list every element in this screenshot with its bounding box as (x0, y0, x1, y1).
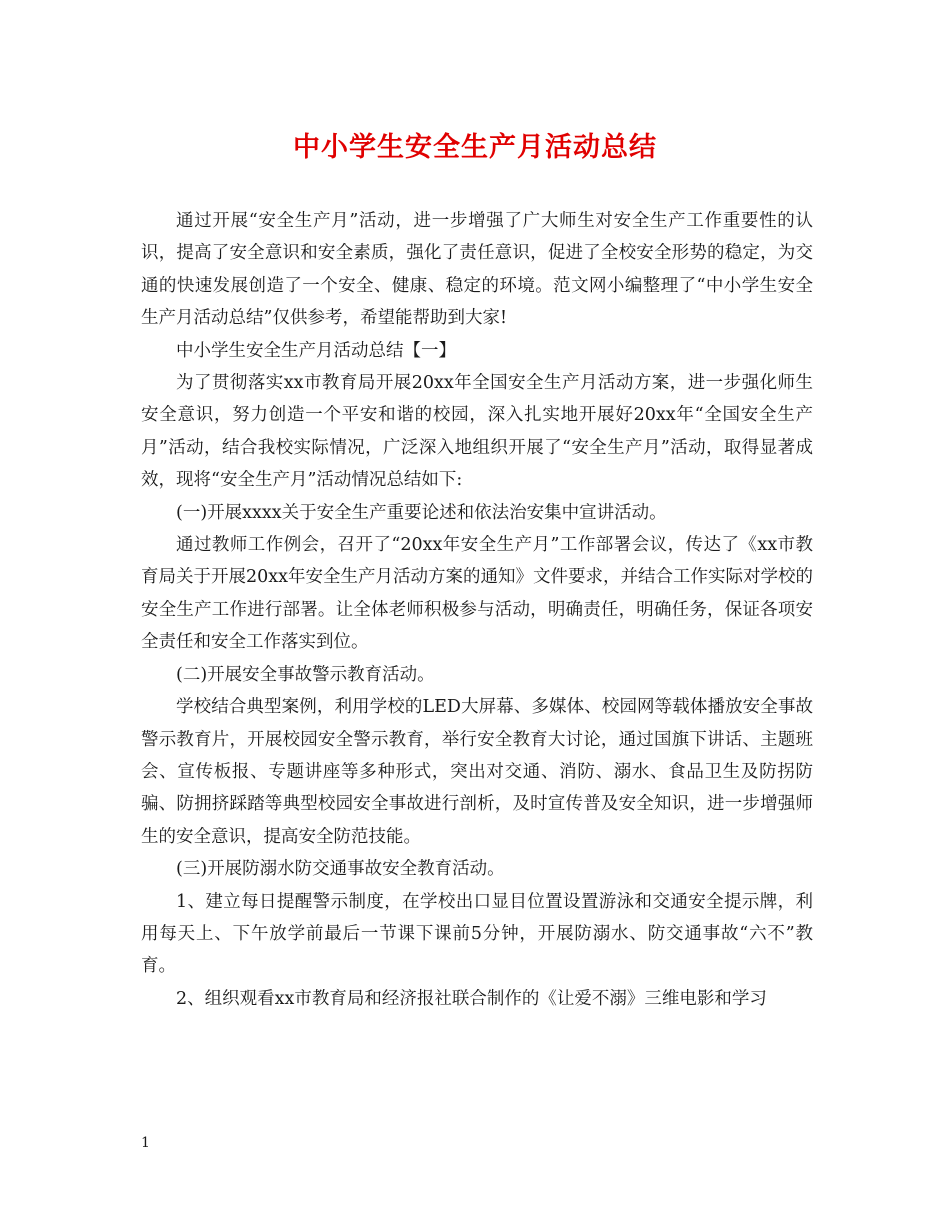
intro-paragraph: 通过开展“安全生产月”活动，进一步增强了广大师生对安全生产工作重要性的认识，提高了安全意识和安全素质，强化了责任意识，促进了全校安全形势的稳定，为交通的快速发展创造了一个安全、健康、稳定的环境。范文网小编整理了“中小学生安全生产月活动总结”仅供参考，希望能帮助到大家! (141, 211, 813, 329)
subsection-heading-3: (三)开展防溺水防交通事故安全教育活动。 (176, 859, 505, 880)
section-heading-one: 中小学生安全生产月活动总结【一】 (176, 340, 456, 361)
list-item-1: 1、建立每日提醒警示制度，在学校出口显目位置设置游泳和交通安全提示牌，利用每天上、下午放学前最后一节课下课前5分钟，开展防溺水、防交通事故“六不”教育。 (141, 891, 813, 977)
list-item-2: 2、组织观看xx市教育局和经济报社联合制作的《让爱不溺》三维电影和学习 (176, 988, 767, 1009)
document-title: 中小学生安全生产月活动总结 (293, 132, 657, 163)
page-number: 1 (141, 1135, 150, 1151)
body-paragraph: 通过教师工作例会，召开了“20xx年安全生产月”工作部署会议，传达了《xx市教育局关于开展20xx年安全生产月活动方案的通知》文件要求，并结合工作实际对学校的安全生产工作进行部署。让全体老师积极参与活动，明确责任，明确任务，保证各项安全责任和安全工作落实到位。 (141, 535, 814, 653)
body-paragraph: 为了贯彻落实xx市教育局开展20xx年全国安全生产月活动方案，进一步强化师生安全意识，努力创造一个平安和谐的校园，深入扎实地开展好20xx年“全国安全生产月”活动，结合我校实际情况，广泛深入地组织开展了“安全生产月”活动，取得显著成效，现将“安全生产月”活动情况总结如下: (141, 373, 813, 491)
subsection-heading-1: (一)开展xxxx关于安全生产重要论述和依法治安集中宣讲活动。 (176, 502, 667, 523)
body-paragraph: 学校结合典型案例，利用学校的LED大屏幕、多媒体、校园网等载体播放安全事故警示教育片，开展校园安全警示教育，举行安全教育大讨论，通过国旗下讲话、主题班会、宣传板报、专题讲座等多种形式，突出对交通、消防、溺水、食品卫生及防拐防骗、防拥挤踩踏等典型校园安全事故进行剖析，及时宣传普及安全知识，进一步增强师生的安全意识，提高安全防范技能。 (141, 697, 813, 847)
subsection-heading-2: (二)开展安全事故警示教育活动。 (176, 664, 435, 685)
document-body (141, 205, 813, 1015)
